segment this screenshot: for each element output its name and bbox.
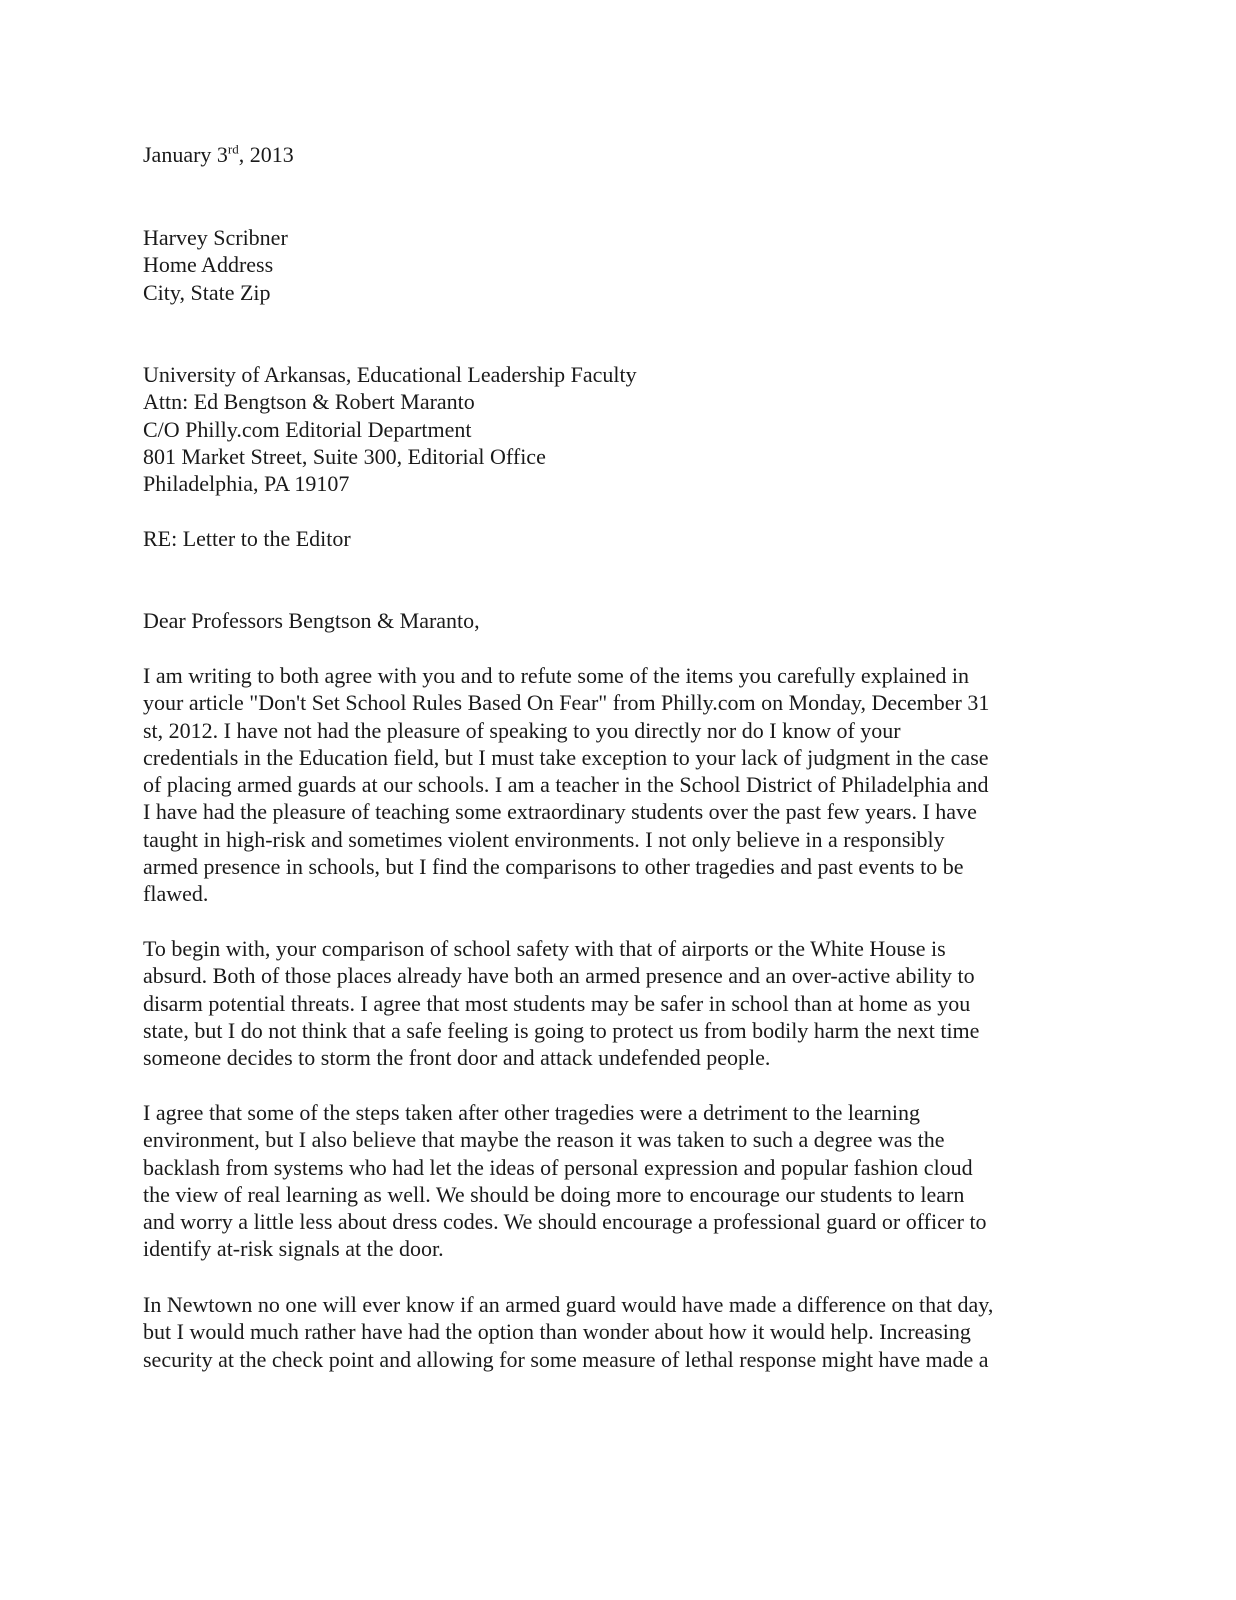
paragraph-line: I have had the pleasure of teaching some extraordinary students over the past few years. I have xyxy=(143,799,977,825)
subject-line: RE: Letter to the Editor xyxy=(143,526,351,551)
date-suffix: , 2013 xyxy=(238,142,294,167)
date-ordinal: rd xyxy=(227,141,239,157)
sender-street: Home Address xyxy=(143,252,274,278)
paragraph-line: the view of real learning as well. We should be doing more to encourage our students to learn xyxy=(143,1181,965,1207)
salutation: Dear Professors Bengtson & Maranto, xyxy=(143,608,480,633)
letter-date xyxy=(143,141,1083,168)
date-prefix: January 3 xyxy=(143,142,228,167)
paragraph-line: disarm potential threats. I agree that most students may be safer in school than at home as you xyxy=(143,990,971,1016)
recipient-line: University of Arkansas, Educational Leadership Faculty xyxy=(143,362,637,387)
paragraph-line: To begin with, your comparison of school safety with that of airports or the White House is xyxy=(143,936,946,961)
paragraph-line: armed presence in schools, but I find the comparisons to other tragedies and past events to be xyxy=(143,854,964,880)
paragraph-line: someone decides to storm the front door and attack undefended people. xyxy=(143,1045,771,1071)
paragraph-line: environment, but I also believe that maybe the reason it was taken to such a degree was the xyxy=(143,1127,945,1153)
sender-city: City, State Zip xyxy=(143,279,271,305)
paragraph-line: state, but I do not think that a safe feeling is going to protect us from bodily harm the next time xyxy=(143,1017,980,1043)
paragraph-line: flawed. xyxy=(143,881,209,907)
recipient-line: Philadelphia, PA 19107 xyxy=(143,471,350,497)
paragraph-line: and worry a little less about dress codes. We should encourage a professional guard or officer to xyxy=(143,1209,987,1235)
sender-name: Harvey Scribner xyxy=(143,225,288,250)
paragraph-line: your article "Don't Set School Rules Based On Fear" from Philly.com on Monday, December 31 xyxy=(143,690,990,716)
paragraph-line: identify at-risk signals at the door. xyxy=(143,1236,444,1262)
recipient-line: Attn: Ed Bengtson & Robert Maranto xyxy=(143,389,475,415)
paragraph-line: but I would much rather have had the option than wonder about how it would help. Increasing xyxy=(143,1319,971,1345)
body-paragraph xyxy=(143,935,1083,1071)
recipient-address xyxy=(143,361,1083,497)
recipient-line: 801 Market Street, Suite 300, Editorial Office xyxy=(143,443,546,469)
paragraph-line: of placing armed guards at our schools. I am a teacher in the School District of Philadelphia and xyxy=(143,772,989,798)
body-paragraph xyxy=(143,1099,1083,1263)
sender-address xyxy=(143,224,1083,306)
body-paragraph xyxy=(143,662,1083,908)
paragraph-line: backlash from systems who had let the ideas of personal expression and popular fashion cloud xyxy=(143,1154,973,1180)
paragraph-line: credentials in the Education field, but I must take exception to your lack of judgment in the case xyxy=(143,744,989,770)
paragraph-line: absurd. Both of those places already have both an armed presence and an over-active ability to xyxy=(143,963,975,989)
paragraph-line: security at the check point and allowing for some measure of lethal response might have made a xyxy=(143,1346,989,1372)
recipient-line: C/O Philly.com Editorial Department xyxy=(143,416,472,442)
paragraph-line: I am writing to both agree with you and to refute some of the items you carefully explained in xyxy=(143,663,969,688)
paragraph-line: taught in high-risk and sometimes violent environments. I not only believe in a responsibly xyxy=(143,826,945,852)
paragraph-line: I agree that some of the steps taken after other tragedies were a detriment to the learning xyxy=(143,1100,921,1125)
paragraph-line: st, 2012. I have not had the pleasure of speaking to you directly nor do I know of your xyxy=(143,717,901,743)
paragraph-line: In Newtown no one will ever know if an armed guard would have made a difference on that day, xyxy=(143,1292,994,1317)
body-paragraph xyxy=(143,1291,1083,1373)
